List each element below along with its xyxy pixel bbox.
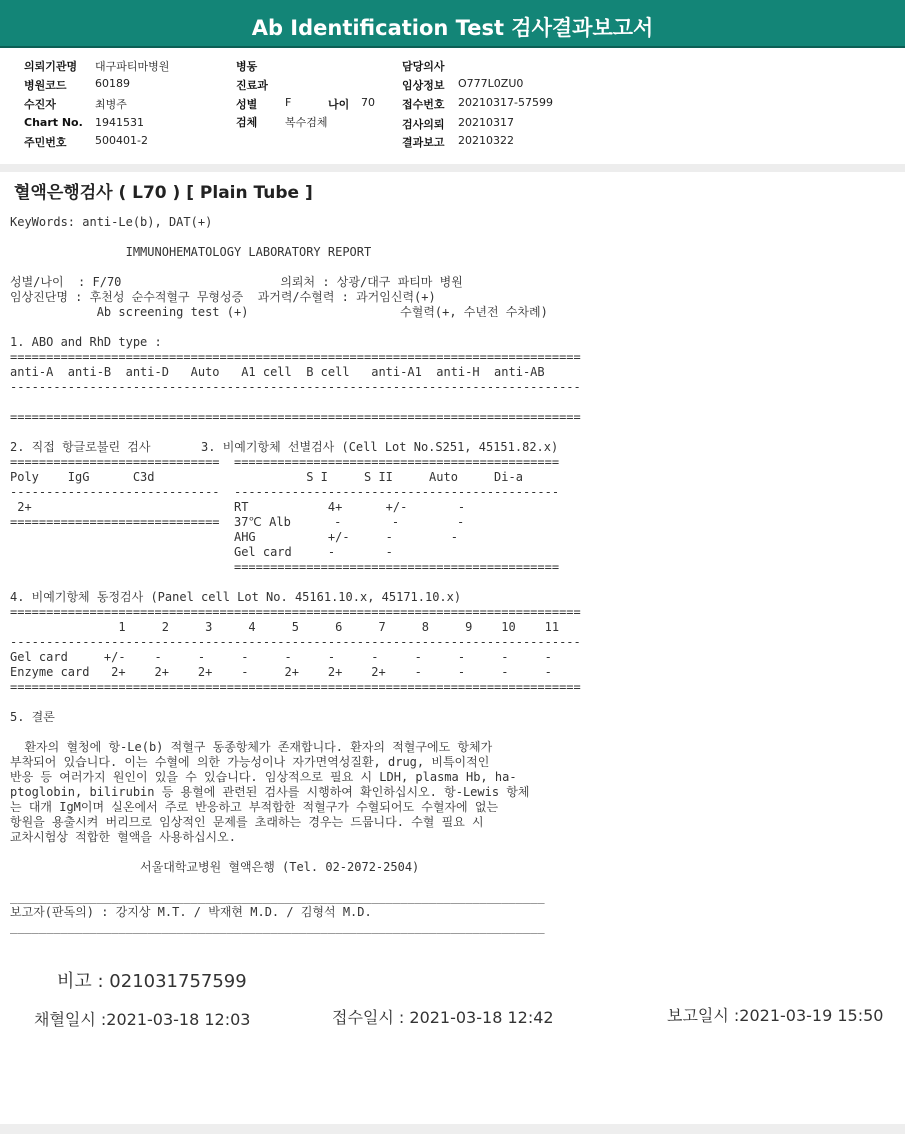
receipt-no-value: 20210317-57599 <box>458 96 553 109</box>
sex-value: F <box>285 96 292 109</box>
clinical-info-value: O777L0ZU0 <box>458 77 524 90</box>
patient-info-panel <box>0 48 905 166</box>
note-text: 비고 : 021031757599 <box>57 971 247 992</box>
age-value: 70 <box>361 96 375 109</box>
test-request-label: 검사의뢰 <box>402 118 445 131</box>
section-title: 혈액은행검사 ( L70 ) [ Plain Tube ] <box>14 183 313 203</box>
collected-datetime: 채혈일시 :2021-03-18 12:03 <box>34 1010 251 1029</box>
reported-datetime: 보고일시 :2021-03-19 15:50 <box>667 1006 884 1025</box>
resident-no-label: 주민번호 <box>24 136 67 149</box>
patient-label: 수진자 <box>24 98 56 111</box>
specimen-label: 검체 <box>236 116 258 129</box>
clinical-info-label: 임상정보 <box>402 79 445 92</box>
chart-no-value: 1941531 <box>95 116 144 129</box>
bottom-bar <box>0 1124 905 1134</box>
receipt-no-label: 접수번호 <box>402 98 445 111</box>
age-label: 나이 <box>328 98 350 111</box>
sex-label: 성별 <box>236 98 258 111</box>
hospital-code-value: 60189 <box>95 77 130 90</box>
patient-value: 최병주 <box>95 98 127 111</box>
ward-label: 병동 <box>236 60 258 73</box>
department-label: 진료과 <box>236 79 268 92</box>
lab-report-body: KeyWords: anti-Le(b), DAT(+) IMMUNOHEMATOLOGY LABORATORY REPORT 성별/나이 : F/70 의뢰처 : 상광/대구 파티마 병원 임상진단명 : 후천성 순수적혈구 무형성증 과거력/수혈력 : 과거임신력(+) Ab screening test (+) 수혈력(+, 수년전 수차례) 1. ABO and RhD type : =============================================================================== anti-A anti-B anti-D Auto A1 cell B cell anti-A1 anti-H anti-AB ------------------------------------------------------------------------------- =============================================================================== 2. 직접 항글로불린 검사 3. 비예기항체 선별검사 (Cell Lot No.S251, 45151.82.x) ============================= ============================================= Poly IgG C3d S I S II Auto Di-a ----------------------------- --------------------------------------------- 2+ RT 4+ +/- - ============================= 37℃ Alb - - - AHG +/- - - Gel card - - ============================================= 4. 비예기항체 동정검사 (Panel cell Lot No. 45161.10.x, 45171.10.x) =============================================================================== 1 2 3 4 5 6 7 8 9 10 11 ------------------------------------------------------------------------------- Gel card +/- - - - - - - - - - - Enzyme card 2+ 2+ 2+ - 2+ 2+ 2+ - - - - =============================================================================== 5. 결론 환자의 혈청에 항-Le(b) 적혈구 동종항체가 존재합니다. 환자의 적혈구에도 항체가 부착되어 있습니다. 이는 수혈에 의한 가능성이나 자가면역성질환, drug, 비특이적인 반응 등 여러가지 원인이 있을 수 있습니다. 임상적으로 필요 시 LDH, plasma Hb, ha- ptoglobin, bilirubin 등 용혈에 관련된 검사를 시행하여 확인하십시오. 항-Lewis 항체 는 대개 IgM이며 실온에서 주로 반응하고 부적합한 적혈구가 수혈되어도 수혈자에 없는 항원을 용출시켜 버리므로 임상적인 문제를 초래하는 경우는 드뭅니다. 수혈 필요 시 교차시험상 적합한 혈액을 사용하십시오. 서울대학교병원 혈액은행 (Tel. 02-2072-2504) __________________________________________________________________________ 보고자(판독의) : 강지상 M.T. / 박재현 M.D. / 김형석 M.D. __________________________________________________________________________ <box>10 215 581 934</box>
chart-no-label: Chart No. <box>24 116 83 129</box>
result-report-value: 20210322 <box>458 134 514 147</box>
requesting-org-label: 의뢰기관명 <box>24 60 78 73</box>
section-divider <box>0 164 905 172</box>
doctor-label: 담당의사 <box>402 60 445 73</box>
specimen-value: 복수검체 <box>285 116 328 129</box>
requesting-org-value: 대구파티마병원 <box>95 60 170 73</box>
result-report-label: 결과보고 <box>402 136 445 149</box>
hospital-code-label: 병원코드 <box>24 79 67 92</box>
test-request-value: 20210317 <box>458 116 514 129</box>
received-datetime: 접수일시 : 2021-03-18 12:42 <box>332 1008 554 1027</box>
report-title: Ab Identification Test 검사결과보고서 <box>0 0 905 48</box>
resident-no-value: 500401-2 <box>95 134 148 147</box>
